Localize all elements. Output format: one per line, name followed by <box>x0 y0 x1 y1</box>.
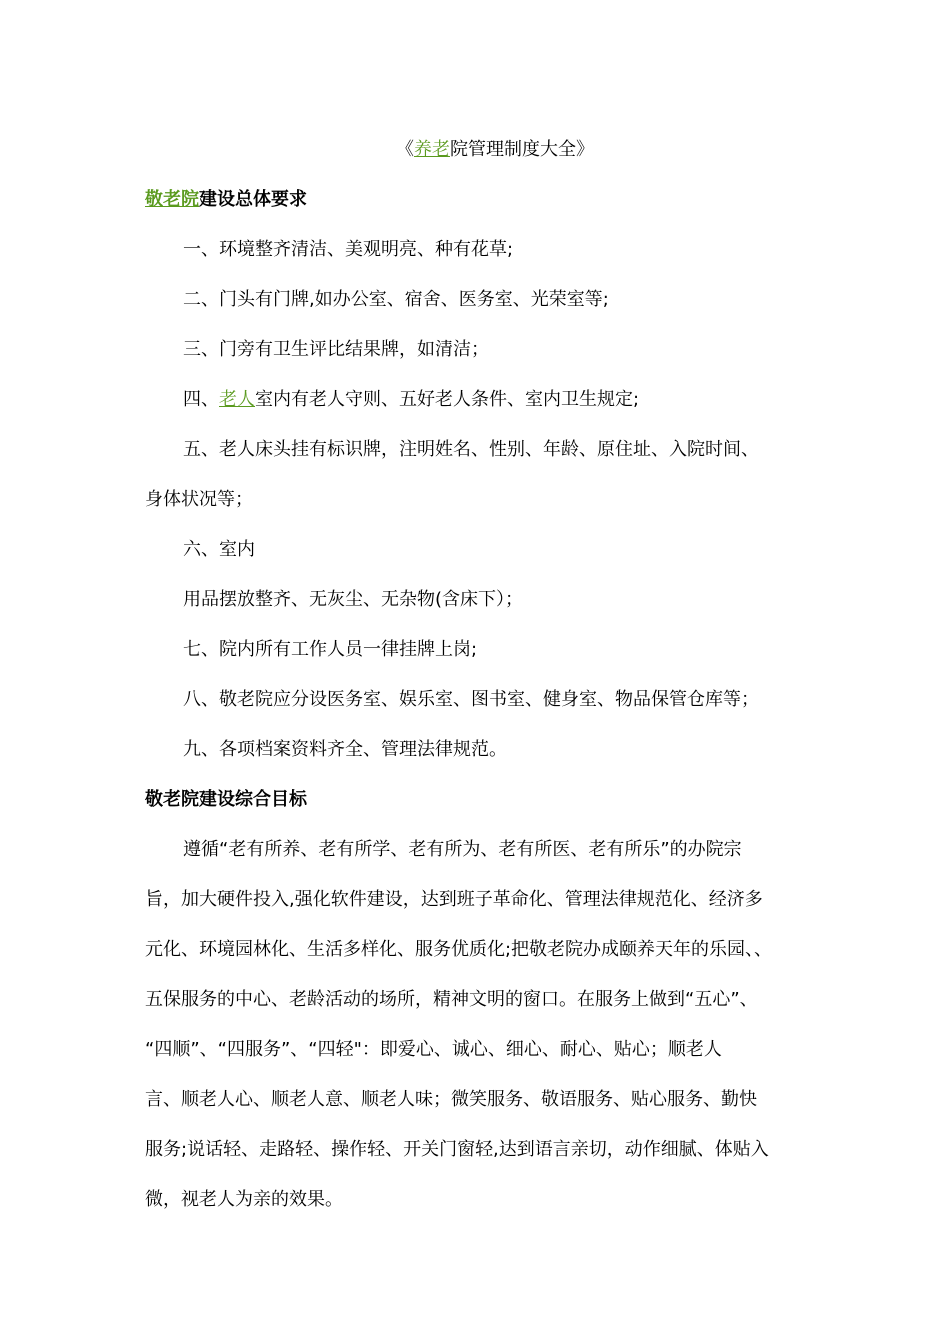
requirement-item-9: 九、各项档案资料齐全、管理法律规范。 <box>183 739 507 760</box>
requirement-item-8: 八、敬老院应分设医务室、娱乐室、图书室、健身室、物品保管仓库等； <box>183 689 759 710</box>
requirement-item-6-cont: 用品摆放整齐、无灰尘、无杂物(含床下）； <box>183 589 524 610</box>
title-link-yanglao[interactable]: 养老 <box>414 139 450 160</box>
goal-paragraph-line-3: 元化、环境园林化、生活多样化、服务优质化;把敬老院办成颐养天年的乐园、、 <box>145 939 773 960</box>
goal-paragraph-line-8: 微，视老人为亲的效果。 <box>145 1189 343 1210</box>
document-title <box>0 138 950 162</box>
goal-paragraph-line-1: 遵循“老有所养、老有所学、老有所为、老有所医、老有所乐”的办院宗 <box>183 839 742 860</box>
goal-paragraph-line-2: 旨，加大硬件投入,强化软件建设，达到班子革命化、管理法律规范化、经济多 <box>145 889 763 910</box>
requirement-item-4 <box>183 388 639 412</box>
item-4-link-laoren[interactable]: 老人 <box>219 389 255 410</box>
section1-heading-text: 建设总体要求 <box>199 189 307 210</box>
requirement-item-5-cont: 身体状况等； <box>145 489 253 510</box>
goal-paragraph-line-7: 服务;说话轻、走路轻、操作轻、开关门窗轻,达到语言亲切，动作细腻、体贴入 <box>145 1139 769 1160</box>
requirement-item-7: 七、院内所有工作人员一律挂牌上岗; <box>183 639 478 660</box>
requirement-item-6: 六、室内 <box>183 539 255 560</box>
requirement-item-3: 三、门旁有卫生评比结果牌，如清洁； <box>183 339 489 360</box>
goal-paragraph-line-4: 五保服务的中心、老龄活动的场所，精神文明的窗口。在服务上做到“五心”、 <box>145 989 758 1010</box>
title-bracket-open: 《 <box>396 139 414 160</box>
goal-paragraph-line-6: 言、顺老人心、顺老人意、顺老人味；微笑服务、敬语服务、贴心服务、勤快 <box>145 1089 757 1110</box>
requirement-item-2: 二、门头有门牌,如办公室、宿舍、医务室、光荣室等; <box>183 289 609 310</box>
requirement-item-1: 一、环境整齐清洁、美观明亮、种有花草; <box>183 239 514 260</box>
requirement-item-5: 五、老人床头挂有标识牌，注明姓名、性别、年龄、原住址、入院时间、 <box>183 439 759 460</box>
section2-heading: 敬老院建设综合目标 <box>145 789 307 810</box>
section1-heading <box>145 188 307 212</box>
goal-paragraph-line-5: “四顺”、“四服务”、“四轻"：即爱心、诚心、细心、耐心、贴心；顺老人 <box>145 1039 722 1060</box>
title-rest: 院管理制度大全》 <box>450 139 594 160</box>
item-4-prefix: 四、 <box>183 389 219 410</box>
section1-heading-link[interactable]: 敬老院 <box>145 189 199 210</box>
item-4-text: 室内有老人守则、五好老人条件、室内卫生规定; <box>255 389 640 410</box>
